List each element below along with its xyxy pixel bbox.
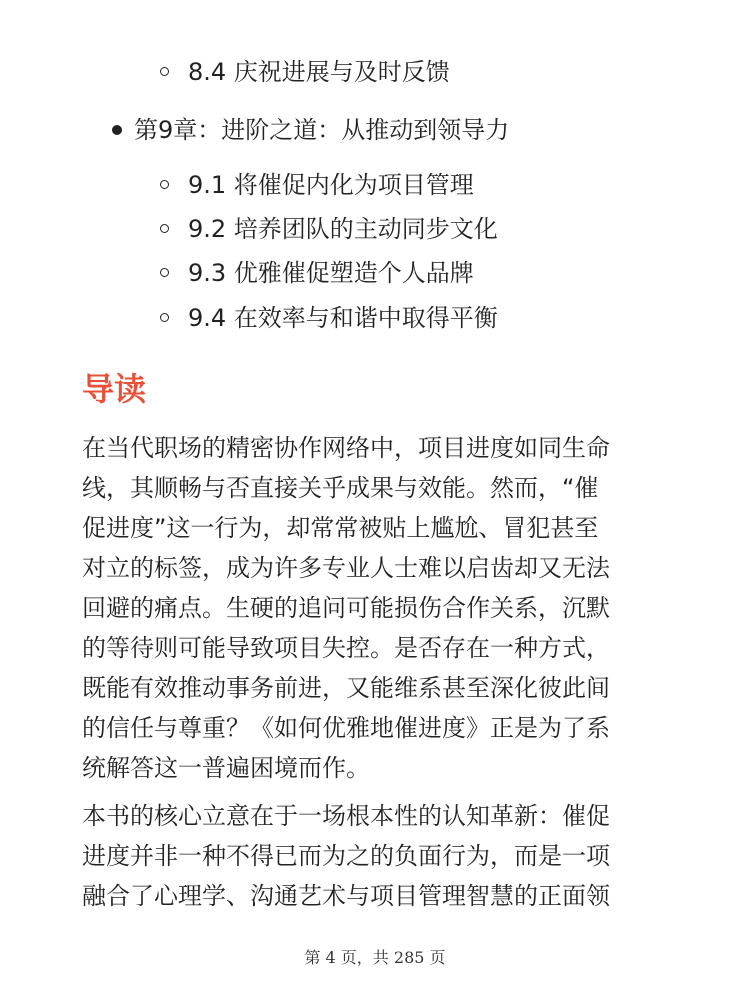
paragraph-line: 对立的标签，成为许多专业人士难以启齿却又无法: [82, 554, 610, 582]
hollow-circle-bullet-icon: [160, 180, 169, 189]
paragraph-line: 的等待则可能导致项目失控。是否存在一种方式，: [82, 634, 610, 662]
paragraph-line: 的信任与尊重？《如何优雅地催进度》正是为了系: [82, 714, 610, 742]
paragraph-line: 回避的痛点。生硬的追问可能损伤合作关系，沉默: [82, 594, 610, 622]
filled-circle-bullet-icon: [112, 125, 122, 135]
paragraph-line: 线，其顺畅与否直接关乎成果与效能。然而，“催: [82, 474, 599, 502]
toc-item-label: 9.2 培养团队的主动同步文化: [188, 215, 498, 243]
paragraph-line: 进度并非一种不得已而为之的负面行为，而是一项: [82, 842, 610, 870]
toc-item-label: 9.3 优雅催促塑造个人品牌: [188, 259, 474, 287]
intro-paragraph-2: [82, 796, 668, 916]
section-heading: 导读: [82, 370, 147, 408]
toc-item-label: 9.1 将催促内化为项目管理: [188, 171, 474, 199]
hollow-circle-bullet-icon: [160, 67, 169, 76]
intro-paragraph-1: [82, 428, 668, 788]
page-number-footer: 第 4 页，共 285 页: [304, 948, 446, 967]
paragraph-line: 本书的核心立意在于一场根本性的认知革新：催促: [82, 802, 610, 830]
toc-item-label: 9.4 在效率与和谐中取得平衡: [188, 304, 498, 332]
hollow-circle-bullet-icon: [160, 224, 169, 233]
hollow-circle-bullet-icon: [160, 313, 169, 322]
toc-chapter-label: 第9章：进阶之道：从推动到领导力: [134, 116, 510, 144]
paragraph-line: 在当代职场的精密协作网络中，项目进度如同生命: [82, 434, 610, 462]
paragraph-line: 既能有效推动事务前进，又能维系甚至深化彼此间: [82, 674, 610, 702]
paragraph-line: 统解答这一普遍困境而作。: [82, 754, 370, 782]
toc-item-label: 8.4 庆祝进展与及时反馈: [188, 58, 450, 86]
paragraph-line: 促进度”这一行为，却常常被贴上尴尬、冒犯甚至: [82, 514, 599, 542]
paragraph-line: 融合了心理学、沟通艺术与项目管理智慧的正面领: [82, 882, 610, 910]
hollow-circle-bullet-icon: [160, 268, 169, 277]
